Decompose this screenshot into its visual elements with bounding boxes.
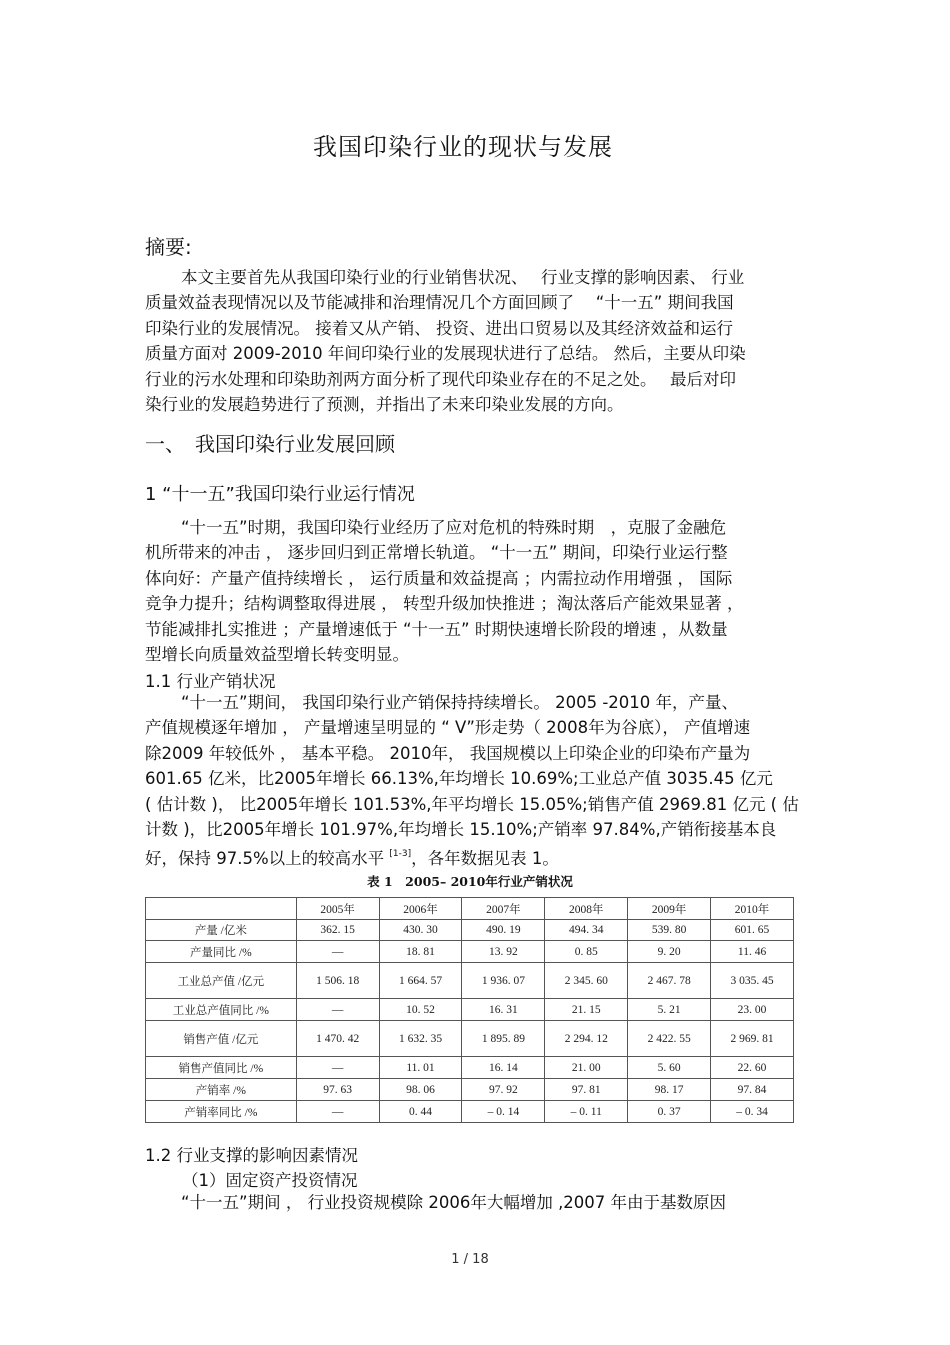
table-header-cell	[146, 898, 297, 920]
table-cell: 23. 00	[711, 999, 794, 1021]
body-line: 除2009 年较低外 ， 基本平稳。 2010年， 我国规模以上印染企业的印染布产量为	[145, 743, 751, 763]
table-cell: 490. 19	[462, 920, 545, 941]
table-row-label: 工业总产值同比 /%	[146, 999, 297, 1021]
table-cell: 494. 34	[545, 920, 628, 941]
table-cell: 601. 65	[711, 920, 794, 941]
table-header-cell: 2010年	[711, 898, 794, 920]
body-line: 竞争力提升；结构调整取得进展 ， 转型升级加快推进 ；淘汰落后产能效果显著 ，	[145, 594, 744, 614]
body-line	[145, 842, 805, 871]
body-line: 型增长向质量效益型增长转变明显。	[145, 645, 409, 665]
table-row	[146, 1079, 794, 1101]
table-cell: 3 035. 45	[711, 963, 794, 999]
table-cell: 430. 30	[379, 920, 462, 941]
body-line: 机所带来的冲击 ， 逐步回归到正常增长轨道。 “十一五” 期间，印染行业运行整	[145, 543, 728, 563]
table-cell: – 0. 11	[545, 1101, 628, 1123]
table-row-label: 产销率 /%	[146, 1079, 297, 1101]
table-cell: 21. 00	[545, 1057, 628, 1079]
production-sales-table	[145, 897, 794, 1123]
production-sales-paragraph	[145, 690, 805, 872]
table-cell: 1 936. 07	[462, 963, 545, 999]
abstract-line: 本文主要首先从我国印染行业的行业销售状况、 行业支撑的影响因素、 行业	[181, 268, 745, 287]
table-cell: 1 470. 42	[296, 1021, 379, 1057]
table-cell: 0. 44	[379, 1101, 462, 1123]
table-cell: 10. 52	[379, 999, 462, 1021]
table-cell: 2 969. 81	[711, 1021, 794, 1057]
table-cell: 1 664. 57	[379, 963, 462, 999]
subsection-heading: 1 “十一五”我国印染行业运行情况	[145, 484, 415, 505]
body-line: 体向好：产量产值持续增长 ， 运行质量和效益提高 ；内需拉动作用增强 ， 国际	[145, 568, 733, 588]
subsection-paragraph	[145, 515, 805, 667]
table-caption: 表 1 2005– 2010年行业产销状况	[367, 874, 573, 889]
body-text: 好，保持 97.5%以上的较高水平	[145, 849, 390, 869]
body-line: 计数 )，比2005年增长 101.97%,年均增长 15.10%;产销率 97.84%,产销衔接基本良	[145, 820, 777, 840]
body-line: “十一五”时期，我国印染行业经历了应对危机的特殊时期 ，克服了金融危	[181, 518, 727, 537]
table-cell: 21. 15	[545, 999, 628, 1021]
table-cell: 2 422. 55	[628, 1021, 711, 1057]
table-cell: 5. 60	[628, 1057, 711, 1079]
table-cell: 2 345. 60	[545, 963, 628, 999]
table-cell: 0. 85	[545, 941, 628, 963]
table-row	[146, 1021, 794, 1057]
table-row	[146, 1101, 794, 1123]
body-line: 节能减排扎实推进 ；产量增速低于 “十一五” 时期快速增长阶段的增速 ，从数量	[145, 619, 728, 639]
table-cell: 0. 37	[628, 1101, 711, 1123]
table-cell: 9. 20	[628, 941, 711, 963]
table-header-cell: 2009年	[628, 898, 711, 920]
table-row	[146, 941, 794, 963]
table-cell: 18. 81	[379, 941, 462, 963]
abstract-heading: 摘要:	[145, 235, 192, 259]
subsection-heading-fixed-asset: （1）固定资产投资情况	[182, 1171, 358, 1190]
body-line: 601.65 亿米，比2005年增长 66.13%,年均增长 10.69%;工业总产值 3035.45 亿元	[145, 769, 773, 789]
table-header-cell: 2006年	[379, 898, 462, 920]
abstract-line: 印染行业的发展情况。 接着又从产销、 投资、进出口贸易以及其经济效益和运行	[145, 318, 733, 338]
table-row-label: 产销率同比 /%	[146, 1101, 297, 1123]
table-cell: 98. 17	[628, 1079, 711, 1101]
document-title: 我国印染行业的现状与发展	[313, 133, 613, 161]
page-number: 1 / 18	[451, 1252, 489, 1267]
table-cell: 97. 63	[296, 1079, 379, 1101]
subsection-heading-1-2: 1.2 行业支撑的影响因素情况	[145, 1146, 358, 1165]
table-row-label: 产量 /亿米	[146, 920, 297, 941]
citation-ref[interactable]: [1-3]	[389, 849, 412, 860]
table-row-label: 产量同比 /%	[146, 941, 297, 963]
table-cell: 5. 21	[628, 999, 711, 1021]
table-cell: 1 632. 35	[379, 1021, 462, 1057]
table-cell: —	[296, 1101, 379, 1123]
table-header-cell: 2007年	[462, 898, 545, 920]
table-cell: —	[296, 1057, 379, 1079]
table-row-label: 工业总产值 /亿元	[146, 963, 297, 999]
abstract-line: 质量效益表现情况以及节能减排和治理情况几个方面回顾了 “十一五” 期间我国	[145, 293, 734, 313]
table-header-cell: 2008年	[545, 898, 628, 920]
table-cell: 11. 01	[379, 1057, 462, 1079]
table-row	[146, 963, 794, 999]
abstract-line: 染行业的发展趋势进行了预测，并指出了未来印染业发展的方向。	[145, 395, 624, 415]
abstract-line: 行业的污水处理和印染助剂两方面分析了现代印染业存在的不足之处。 最后对印	[145, 369, 736, 389]
table-cell: 1 895. 89	[462, 1021, 545, 1057]
table-cell: 11. 46	[711, 941, 794, 963]
table-row	[146, 999, 794, 1021]
table-cell: 22. 60	[711, 1057, 794, 1079]
table-cell: 539. 80	[628, 920, 711, 941]
table-cell: 97. 92	[462, 1079, 545, 1101]
table-cell: 16. 14	[462, 1057, 545, 1079]
table-cell: 2 294. 12	[545, 1021, 628, 1057]
table-cell: 97. 84	[711, 1079, 794, 1101]
abstract-line: 质量方面对 2009-2010 年间印染行业的发展现状进行了总结。 然后，主要从印染	[145, 344, 746, 364]
table-row-label: 销售产值同比 /%	[146, 1057, 297, 1079]
body-line: “十一五”期间， 我国印染行业产销保持持续增长。 2005 -2010 年，产量、	[181, 693, 739, 712]
table-cell: 13. 92	[462, 941, 545, 963]
body-text: ，各年数据见表 1。	[411, 849, 559, 869]
table-row	[146, 1057, 794, 1079]
table-header-row	[146, 898, 794, 920]
table-cell: 362. 15	[296, 920, 379, 941]
abstract-paragraph	[145, 265, 805, 417]
investment-paragraph	[145, 1190, 805, 1215]
table-cell: —	[296, 999, 379, 1021]
subsection-heading-1-1: 1.1 行业产销状况	[145, 672, 276, 691]
body-line: 产值规模逐年增加 ， 产量增速呈明显的 “ V”形走势（ 2008年为谷底）， 产值增速	[145, 718, 751, 738]
table-row-label: 销售产值 /亿元	[146, 1021, 297, 1057]
table-cell: 98. 06	[379, 1079, 462, 1101]
table-row	[146, 920, 794, 941]
table-header-cell: 2005年	[296, 898, 379, 920]
body-line: ( 估计数 )， 比2005年增长 101.53%,年平均增长 15.05%;销售产值 2969.81 亿元 ( 估	[145, 794, 799, 814]
section-heading: 一、 我国印染行业发展回顾	[145, 432, 395, 456]
table-cell: —	[296, 941, 379, 963]
table-cell: 97. 81	[545, 1079, 628, 1101]
table-cell: – 0. 14	[462, 1101, 545, 1123]
table-cell: – 0. 34	[711, 1101, 794, 1123]
table-cell: 1 506. 18	[296, 963, 379, 999]
table-cell: 16. 31	[462, 999, 545, 1021]
table-cell: 2 467. 78	[628, 963, 711, 999]
body-line: “十一五”期间 ， 行业投资规模除 2006年大幅增加 ,2007 年由于基数原因	[181, 1193, 727, 1212]
